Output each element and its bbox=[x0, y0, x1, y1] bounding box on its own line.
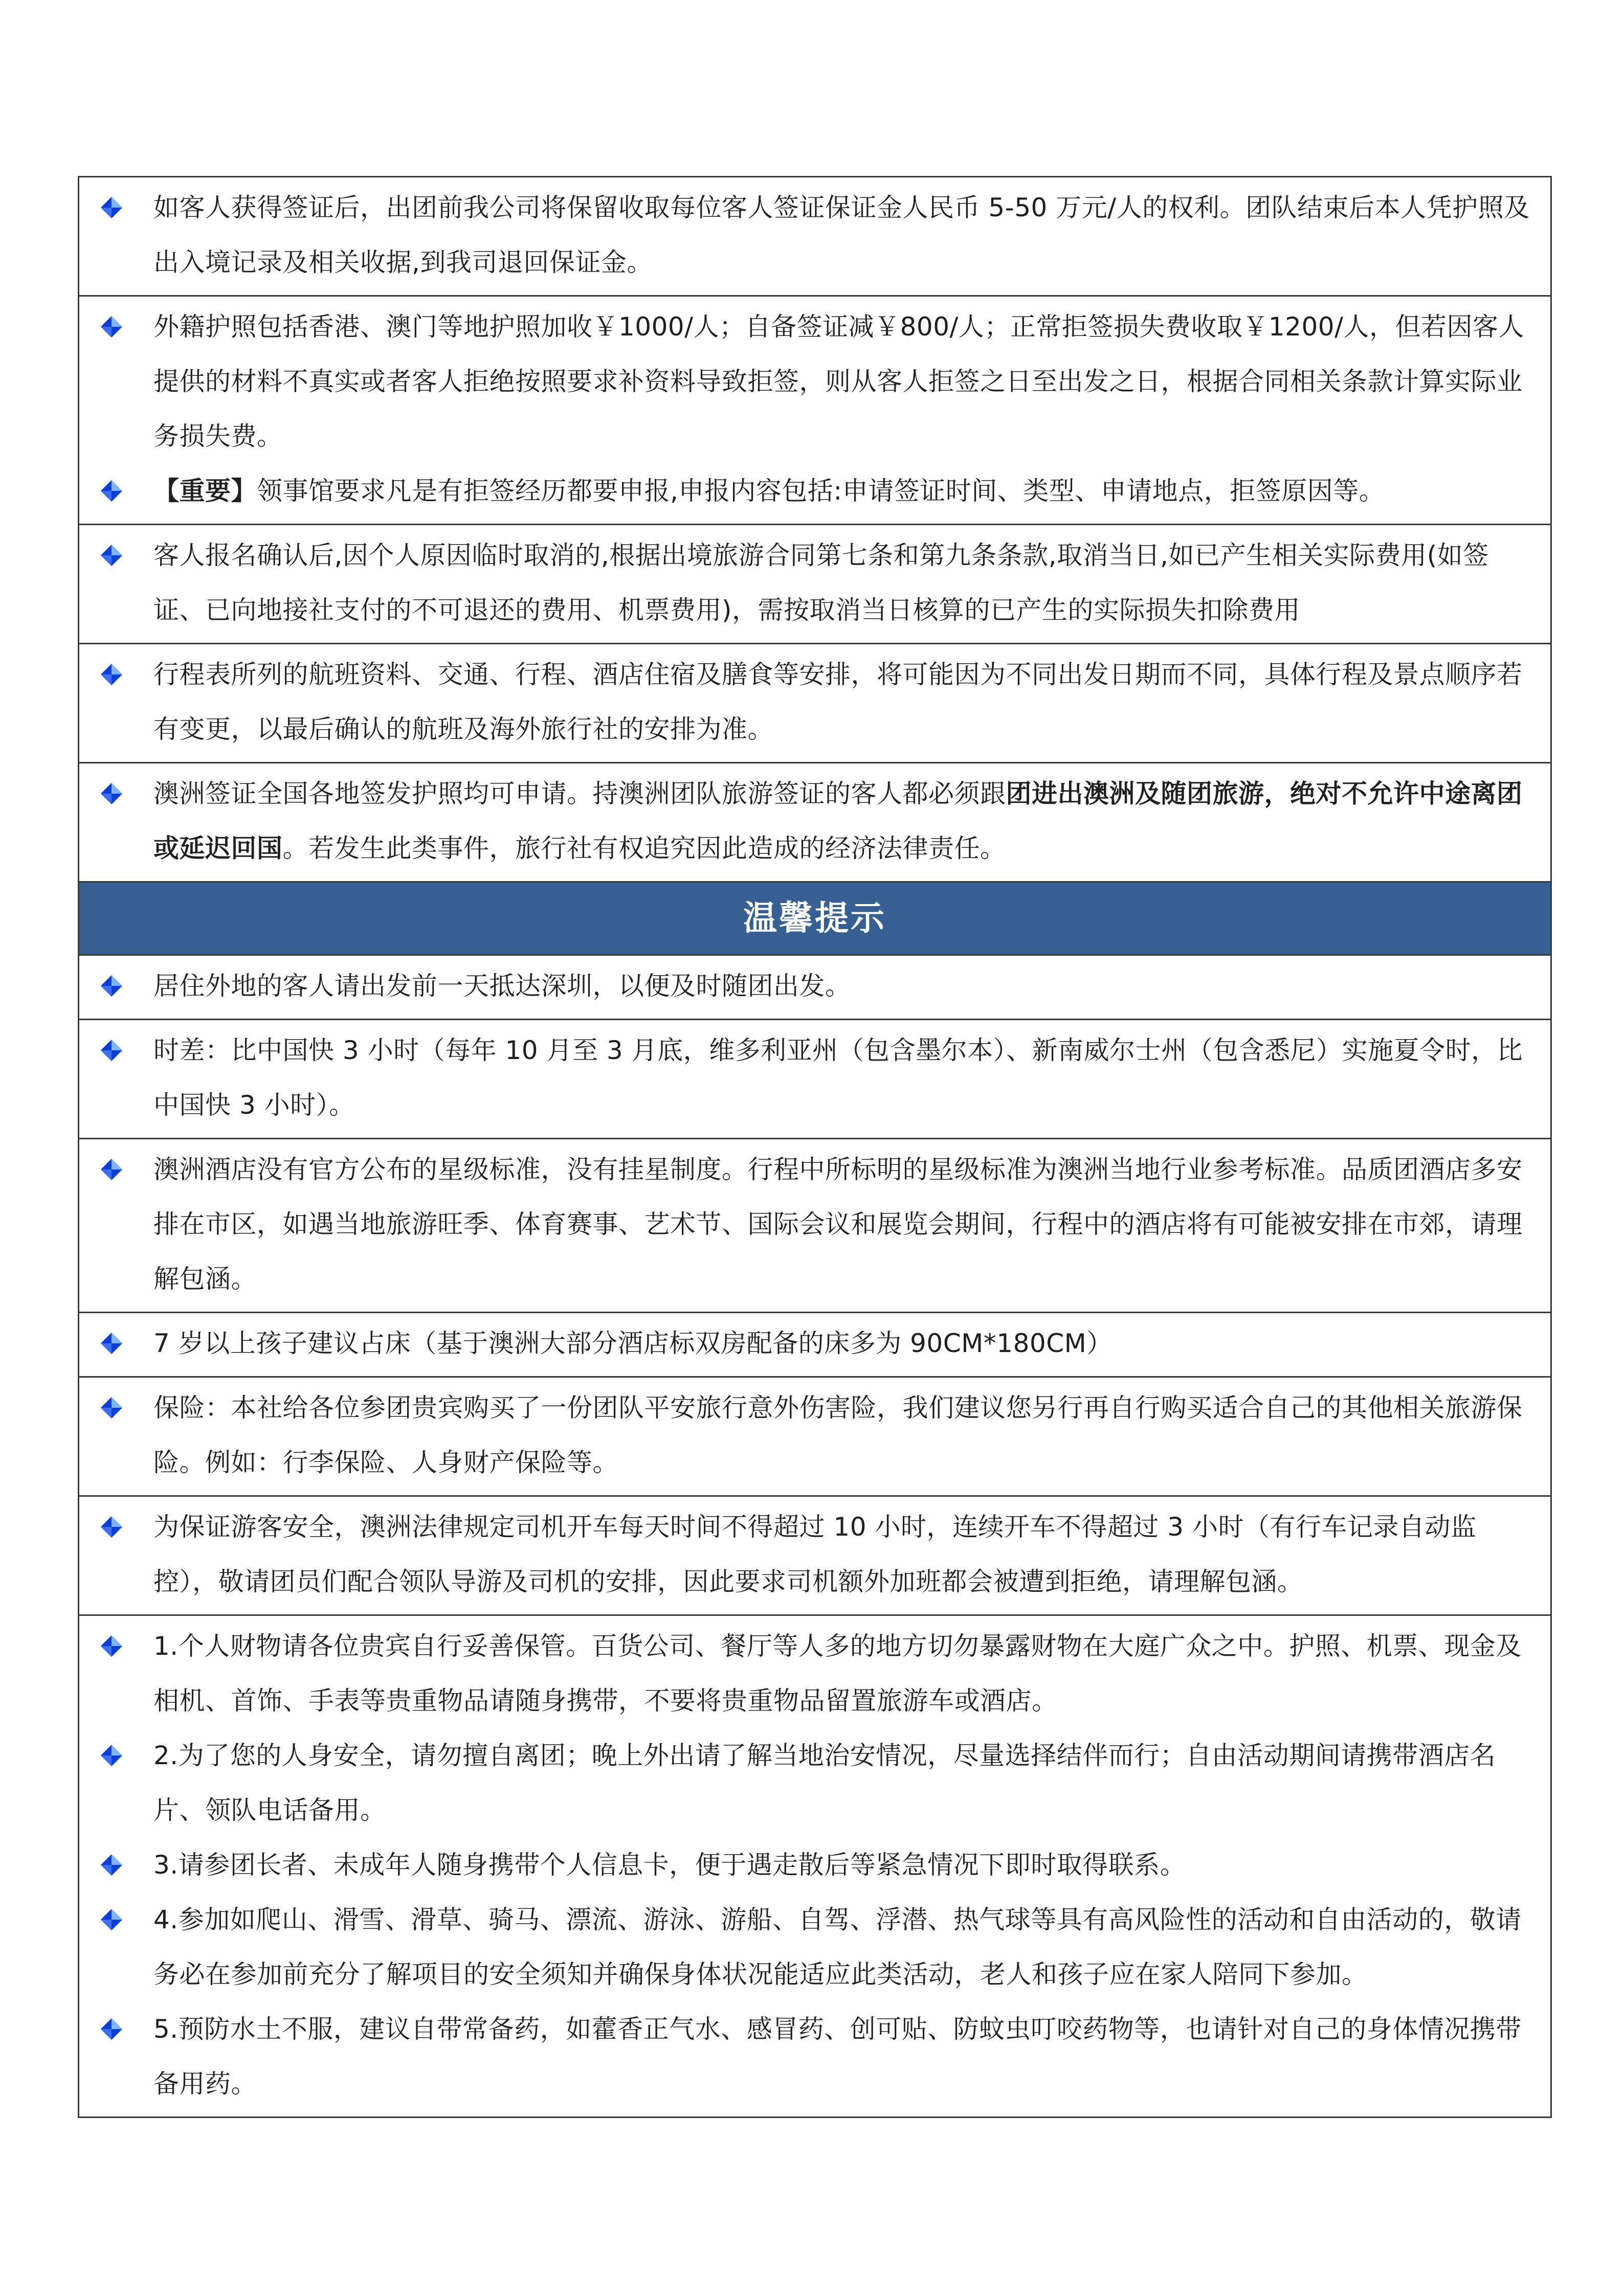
list-item bbox=[91, 2002, 1539, 2111]
table-row bbox=[79, 177, 1551, 296]
diamond-bullet-icon bbox=[100, 479, 123, 503]
table-row bbox=[79, 296, 1551, 525]
item-text: 澳洲签证全国各地签发护照均可申请。持澳洲团队旅游签证的客人都必须跟 bbox=[153, 779, 1006, 808]
item-text: 居住外地的客人请出发前一天抵达深圳，以便及时随团出发。 bbox=[153, 971, 851, 1001]
table-row bbox=[79, 525, 1551, 644]
list-item bbox=[91, 1619, 1539, 1728]
table-row bbox=[79, 1020, 1551, 1139]
list-item bbox=[91, 767, 1539, 876]
item-text: 如客人获得签证后，出团前我公司将保留收取每位客人签证保证金人民币 5-50 万元/人的权利。团队结束后本人凭护照及出入境记录及相关收据,到我司退回保证金。 bbox=[153, 193, 1530, 277]
list-item bbox=[91, 1142, 1539, 1307]
diamond-bullet-icon bbox=[100, 1853, 123, 1877]
item-text-bold: 团进出澳洲及随团旅游，绝对不允许中途离团或延迟回国 bbox=[153, 779, 1523, 863]
table-row bbox=[79, 1377, 1551, 1496]
item-text: 外籍护照包括香港、澳门等地护照加收￥1000/人；自备签证减￥800/人；正常拒签损失费收取￥1200/人，但若因客人提供的材料不真实或者客人拒绝按照要求补资料导致拒签，则从客人拒签之日至出发之日，根据合同相关条款计算实际业务损失费。 bbox=[153, 312, 1524, 451]
table-cell bbox=[79, 177, 1551, 296]
diamond-bullet-icon bbox=[100, 544, 123, 567]
item-text: 客人报名确认后,因个人原因临时取消的,根据出境旅游合同第七条和第九条条款,取消当日,如已产生相关实际费用(如签证、已向地接社支付的不可退还的费用、机票费用)，需按取消当日核算的已产生的实际损失扣除费用 bbox=[153, 541, 1489, 625]
list-item bbox=[91, 181, 1539, 290]
table-row bbox=[79, 1313, 1551, 1377]
diamond-bullet-icon bbox=[100, 2017, 123, 2041]
table-row bbox=[79, 1496, 1551, 1615]
document-page bbox=[78, 176, 1552, 2118]
table-row bbox=[79, 644, 1551, 763]
diamond-bullet-icon bbox=[100, 1634, 123, 1658]
item-text: 行程表所列的航班资料、交通、行程、酒店住宿及膳食等安排，将可能因为不同出发日期而不同，具体行程及景点顺序若有变更，以最后确认的航班及海外旅行社的安排为准。 bbox=[153, 660, 1523, 744]
notice-table bbox=[78, 176, 1552, 2118]
list-item bbox=[91, 1316, 1539, 1371]
diamond-bullet-icon bbox=[100, 663, 123, 686]
item-text: 7 岁以上孩子建议占床（基于澳洲大部分酒店标双房配备的床多为 90CM*180CM） bbox=[153, 1329, 1113, 1358]
table-cell bbox=[79, 296, 1551, 525]
item-text: 保险：本社给各位参团贵宾购买了一份团队平安旅行意外伤害险，我们建议您另行再自行购买适合自己的其他相关旅游保险。例如：行李保险、人身财产保险等。 bbox=[153, 1393, 1523, 1477]
item-text: 2.为了您的人身安全，请勿擅自离团；晚上外出请了解当地治安情况，尽量选择结伴而行；自由活动期间请携带酒店名片、领队电话备用。 bbox=[153, 1741, 1496, 1825]
diamond-bullet-icon bbox=[100, 1158, 123, 1181]
item-text: 4.参加如爬山、滑雪、滑草、骑马、漂流、游泳、游船、自驾、浮潜、热气球等具有高风险性的活动和自由活动的，敬请务必在参加前充分了解项目的安全须知并确保身体状况能适应此类活动，老人和孩子应在家人陪同下参加。 bbox=[153, 1905, 1522, 1989]
diamond-bullet-icon bbox=[100, 1744, 123, 1767]
diamond-bullet-icon bbox=[100, 196, 123, 219]
diamond-bullet-icon bbox=[100, 782, 123, 805]
table-cell bbox=[79, 644, 1551, 763]
table-cell bbox=[79, 1020, 1551, 1139]
list-item bbox=[91, 464, 1539, 519]
table-cell bbox=[79, 1139, 1551, 1313]
table-row bbox=[79, 1615, 1551, 2118]
list-item bbox=[91, 959, 1539, 1014]
list-item bbox=[91, 528, 1539, 638]
table-cell bbox=[79, 525, 1551, 644]
table-cell bbox=[79, 763, 1551, 882]
list-item bbox=[91, 1838, 1539, 1893]
list-item bbox=[91, 647, 1539, 757]
section-title: 温馨提示 bbox=[743, 898, 886, 938]
item-text: 澳洲酒店没有官方公布的星级标准，没有挂星制度。行程中所标明的星级标准为澳洲当地行业参考标准。品质团酒店多安排在市区，如遇当地旅游旺季、体育赛事、艺术节、国际会议和展览会期间，行程中的酒店将有可能被安排在市郊，请理解包涵。 bbox=[153, 1155, 1523, 1294]
section-header bbox=[79, 882, 1551, 955]
section-header-row bbox=[79, 882, 1551, 955]
list-item bbox=[91, 300, 1539, 464]
diamond-bullet-icon bbox=[100, 1515, 123, 1539]
item-text: 为保证游客安全，澳洲法律规定司机开车每天时间不得超过 10 小时，连续开车不得超过 3 小时（有行车记录自动监控），敬请团员们配合领队导游及司机的安排，因此要求司机额外加班都会被遭到拒绝，请理解包涵。 bbox=[153, 1512, 1477, 1596]
table-row bbox=[79, 955, 1551, 1020]
item-text: 时差：比中国快 3 小时（每年 10 月至 3 月底，维多利亚州（包含墨尔本）、新南威尔士州（包含悉尼）实施夏令时，比中国快 3 小时）。 bbox=[153, 1036, 1523, 1120]
diamond-bullet-icon bbox=[100, 315, 123, 339]
list-item bbox=[91, 1381, 1539, 1490]
item-text: 领事馆要求凡是有拒签经历都要申报,申报内容包括:申请签证时间、类型、申请地点，拒签原因等。 bbox=[257, 476, 1385, 506]
item-text: 。若发生此类事件，旅行社有权追究因此造成的经济法律责任。 bbox=[282, 834, 1006, 863]
diamond-bullet-icon bbox=[100, 1039, 123, 1062]
diamond-bullet-icon bbox=[100, 974, 123, 998]
item-text: 1.个人财物请各位贵宾自行妥善保管。百货公司、餐厅等人多的地方切勿暴露财物在大庭广众之中。护照、机票、现金及相机、首饰、手表等贵重物品请随身携带，不要将贵重物品留置旅游车或酒店。 bbox=[153, 1631, 1522, 1716]
table-row bbox=[79, 763, 1551, 882]
item-text: 3.请参团长者、未成年人随身携带个人信息卡，便于遇走散后等紧急情况下即时取得联系。 bbox=[153, 1850, 1186, 1880]
table-cell bbox=[79, 1496, 1551, 1615]
diamond-bullet-icon bbox=[100, 1396, 123, 1420]
list-item bbox=[91, 1500, 1539, 1609]
table-cell bbox=[79, 1615, 1551, 2118]
list-item bbox=[91, 1893, 1539, 2002]
table-cell bbox=[79, 1377, 1551, 1496]
item-text: 5.预防水土不服，建议自带常备药，如藿香正气水、感冒药、创可贴、防蚊虫叮咬药物等，也请针对自己的身体情况携带备用药。 bbox=[153, 2014, 1522, 2099]
table-cell bbox=[79, 955, 1551, 1020]
important-label: 【重要】 bbox=[153, 476, 257, 506]
diamond-bullet-icon bbox=[100, 1332, 123, 1355]
list-item bbox=[91, 1728, 1539, 1838]
table-cell bbox=[79, 1313, 1551, 1377]
table-row bbox=[79, 1139, 1551, 1313]
list-item bbox=[91, 1023, 1539, 1133]
diamond-bullet-icon bbox=[100, 1908, 123, 1931]
